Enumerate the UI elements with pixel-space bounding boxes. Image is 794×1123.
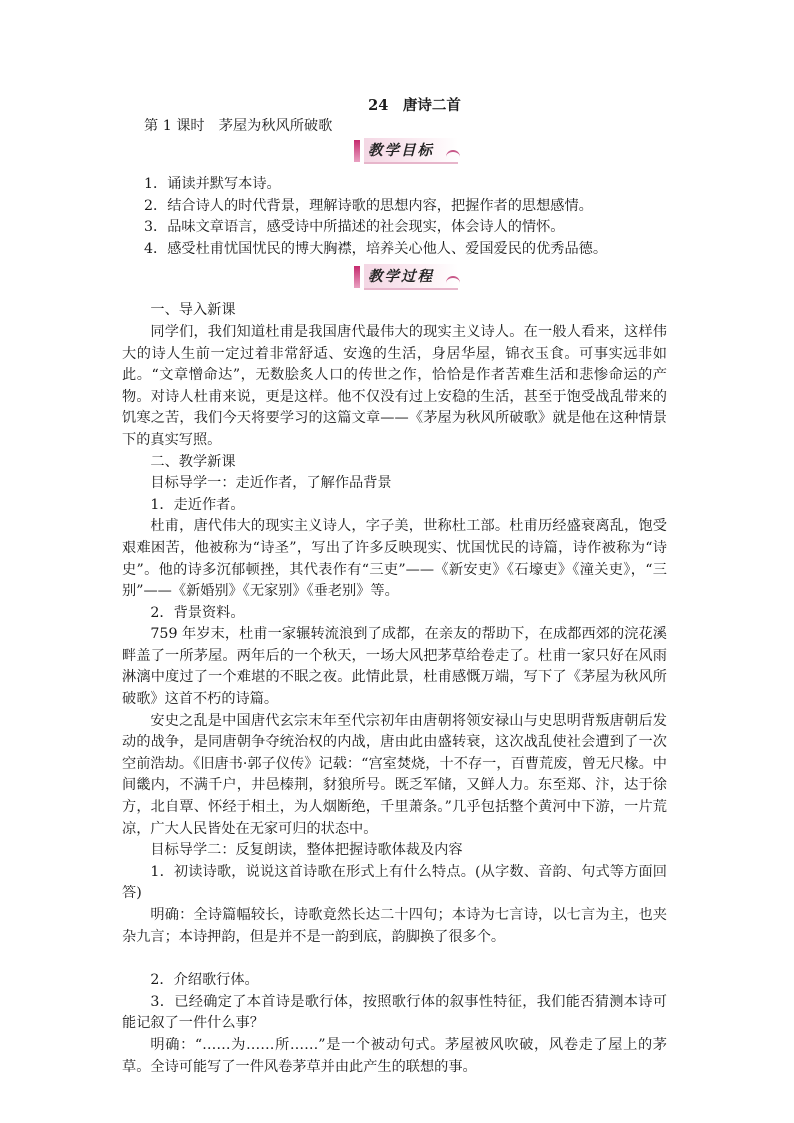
banner-accent-bar bbox=[354, 266, 360, 288]
page-title: 24 唐诗二首 bbox=[368, 97, 461, 114]
question: 3．已经确定了本首诗是歌行体，按照歌行体的叙事性特征，我们能否猜测本诗可能记叙了一件什么事？ bbox=[122, 993, 667, 1032]
process-banner bbox=[354, 264, 458, 290]
lesson-subtitle: 第 1 课时 茅屋为秋风所破歌 bbox=[144, 118, 333, 134]
goal-heading: 目标导学一：走近作者，了解作品背景 bbox=[150, 475, 392, 492]
goal-heading: 目标导学二：反复朗读，整体把握诗歌体裁及内容 bbox=[150, 842, 463, 859]
question: 1．初读诗歌，说说这首诗歌在形式上有什么特点。(从字数、音韵、句式等方面回答) bbox=[122, 863, 667, 902]
banner-curl-ornament bbox=[446, 150, 460, 164]
process-banner-row bbox=[122, 264, 667, 294]
process-banner-label: 教学过程 bbox=[368, 268, 434, 286]
lesson-content bbox=[122, 96, 667, 1078]
blank-space bbox=[122, 948, 667, 970]
banner-curl-ornament bbox=[446, 276, 460, 290]
paragraph: 安史之乱是中国唐代玄宗末年至代宗初年由唐朝将领安禄山与史思明背叛唐朝后发动的战争，是同唐朝争夺统治权的内战，唐由此由盛转衰，这次战乱使社会遭到了一次空前浩劫。《旧唐书·郭子仪传》记载：“宫室焚烧，十不存一，百曹荒废，曾无尺椽。中间畿内，不满千户，井邑榛荆，豺狼所号。既乏军储，又鲜人力。东至郑、汴，达于徐方，北自覃、怀经于相土，为人烟断绝，千里萧条。”几乎包括整个黄河中下游，一片荒凉，广大人民皆处在无家可归的状态中。 bbox=[122, 712, 667, 837]
paragraph: 杜甫，唐代伟大的现实主义诗人，字子美，世称杜工部。杜甫历经盛衰离乱，饱受艰难困苦，他被称为“诗圣”，写出了许多反映现实、忧国忧民的诗篇，诗作被称为“诗史”。他的诗多沉郁顿挫，其代表作有“三吏”——《新安吏》《石壕吏》《潼关吏》，“三别”——《新婚别》《无家别》《垂老别》等。 bbox=[122, 518, 667, 600]
objectives-banner-label: 教学目标 bbox=[368, 142, 434, 159]
objective-item: 3．品味文章语言，感受诗中所描述的社会现实，体会诗人的情怀。 bbox=[144, 219, 565, 236]
objective-item: 4．感受杜甫忧国忧民的博大胸襟，培养关心他人、爱国爱民的优秀品德。 bbox=[144, 240, 608, 257]
objective-item: 1．诵读并默写本诗。 bbox=[144, 176, 281, 192]
objectives-banner-row bbox=[122, 138, 667, 168]
section-heading: 二、教学新课 bbox=[150, 453, 236, 470]
answer: 明确：全诗篇幅较长，诗歌竟然长达二十四句；本诗为七言诗，以七言为主，也夹杂九言；本诗押韵，但是并不是一韵到底，韵脚换了很多个。 bbox=[122, 907, 667, 945]
section-heading: 一、导入新课 bbox=[150, 302, 236, 319]
paragraph: 759 年岁末，杜甫一家辗转流浪到了成都，在亲友的帮助下，在成都西郊的浣花溪畔盖了一所茅屋。两年后的一个秋天，一场大风把茅草给卷走了。杜甫一家只好在风雨淋漓中度过了一个难堪的不眠之夜。此情此景，杜甫感慨万端，写下了《茅屋为秋风所破歌》这首不朽的诗篇。 bbox=[122, 626, 667, 708]
banner-accent-bar bbox=[354, 140, 360, 162]
answer: 明确：“……为……所……”是一个被动句式。茅屋被风吹破，风卷走了屋上的茅草。全诗可能写了一件风卷茅草并由此产生的联想的事。 bbox=[122, 1036, 667, 1075]
item-heading: 1．走近作者。 bbox=[150, 496, 245, 513]
paragraph: 同学们，我们知道杜甫是我国唐代最伟大的现实主义诗人。在一般人看来，这样伟大的诗人生前一定过着非常舒适、安逸的生活，身居华屋，锦衣玉食。可事实远非如此。“文章憎命达”，无数脍炙人口的传世之作，恰恰是作者苦难生活和悲惨命运的产物。对诗人杜甫来说，更是这样。他不仅没有过上安稳的生活，甚至于饱受战乱带来的饥寒之苦，我们今天将要学习的这篇文章——《茅屋为秋风所破歌》就是他在这种情景下的真实写照。 bbox=[122, 323, 667, 448]
item-heading: 2．背景资料。 bbox=[150, 604, 245, 621]
objective-item: 2．结合诗人的时代背景，理解诗歌的思想内容，把握作者的思想感情。 bbox=[144, 197, 593, 214]
objectives-banner bbox=[354, 138, 458, 164]
item-heading: 2．介绍歌行体。 bbox=[150, 972, 259, 989]
